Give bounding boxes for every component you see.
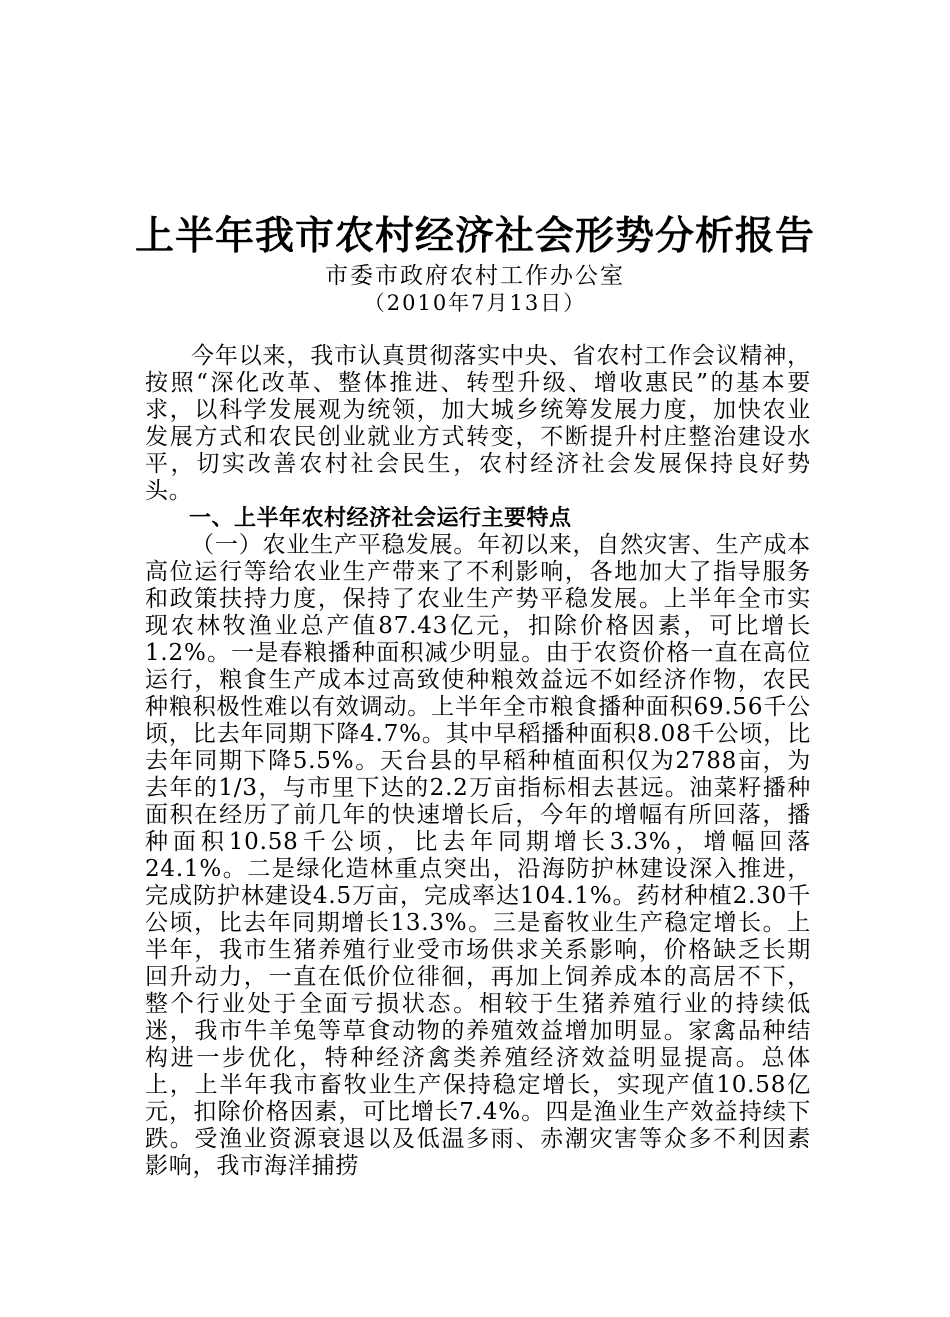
document-date: （2010年7月13日） [363, 291, 587, 315]
section-paragraph: （一）农业生产平稳发展。年初以来，自然灾害、生产成本高位运行等给农业生产带来了不利影响，各地加大了指导服务和政策扶持力度，保持了农业生产势平稳发展。上半年全市实现农林牧渔业总产值87.43亿元，扣除价格因素，可比增长1.2%。一是春粮播种面积减少明显。由于农资价格一直在高位运行，粮食生产成本过高致使种粮效益远不如经济作物，农民种粮积极性难以有效调动。上半年全市粮食播种面积69.56千公顷，比去年同期下降4.7%。其中早稻播种面积8.08千公顷，比去年同期下降5.5%。天台县的早稻种植面积仅为2788亩，为去年的1/3，与市里下达的2.2万亩指标相去甚远。油菜籽播种面积在经历了前几年的快速增长后，今年的增幅有所回落，播种面积10.58千公顷，比去年同期增长3.3%，增幅回落24.1%。二是绿化造林重点突出，沿海防护林建设深入推进，完成防护林建设4.5万亩，完成率达104.1%。药材种植2.30千公顷，比去年同期增长13.3%。三是畜牧业生产稳定增长。上半年，我市生猪养殖行业受市场供求关系影响，价格缺乏长期回升动力，一直在低价位徘徊，再加上饲养成本的高居不下，整个行业处于全面亏损状态。相较于生猪养殖行业的持续低迷，我市牛羊兔等草食动物的养殖效益增加明显。家禽品种结构进一步优化，特种经济禽类养殖经济效益明显提高。总体上，上半年我市畜牧业生产保持稳定增长，实现产值10.58亿元，扣除价格因素，可比增长7.4%。四是渔业生产效益持续下跌。受渔业资源衰退以及低温多雨、赤潮灾害等众多不利因素影响，我市海洋捕捞 [145, 532, 811, 1179]
intro-paragraph: 今年以来，我市认真贯彻落实中央、省农村工作会议精神，按照“深化改革、整体推进、转型升级、增收惠民”的基本要求，以科学发展观为统领，加大城乡统筹发展力度，加快农业发展方式和农民创业就业方式转变，不断提升村庄整治建设水平，切实改善农村社会民生，农村经济社会发展保持良好势头。 [145, 343, 811, 504]
document-title: 上半年我市农村经济社会形势分析报告 [134, 213, 815, 259]
issuing-office: 市委市政府农村工作办公室 [325, 263, 625, 289]
section-heading: 一、上半年农村经济社会运行主要特点 [189, 506, 572, 531]
document-body [145, 343, 811, 1180]
